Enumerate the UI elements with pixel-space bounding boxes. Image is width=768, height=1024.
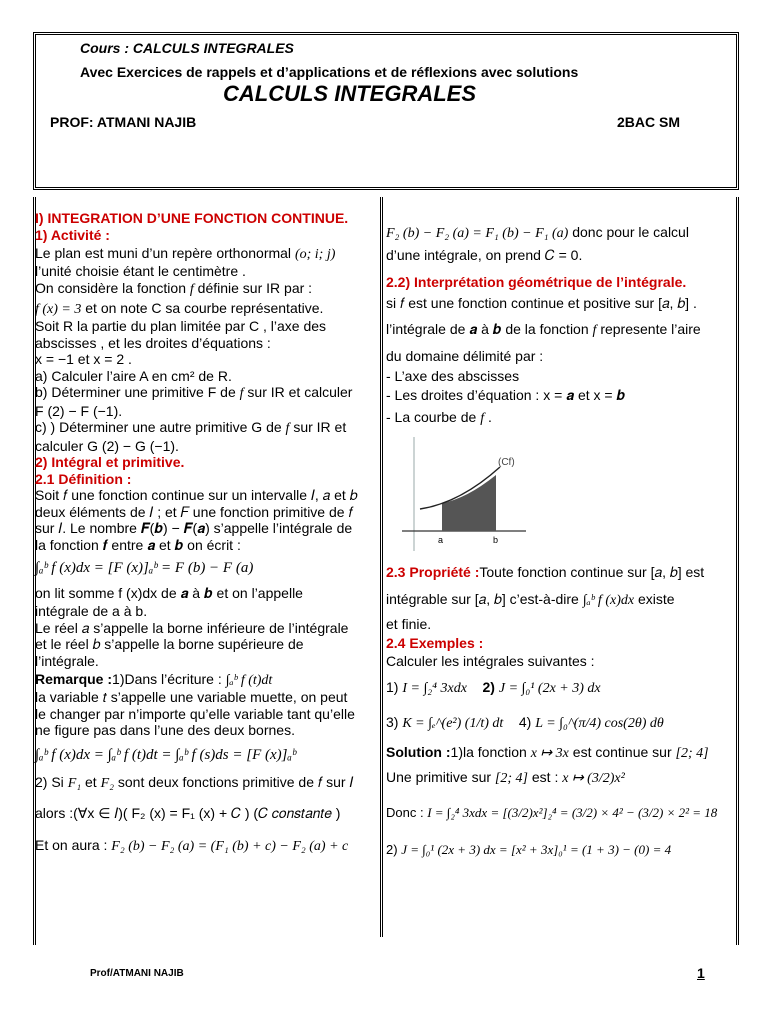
def-line-5: on lit somme f (x)dx de 𝒂 à 𝒃 et on l’appelle xyxy=(35,585,303,601)
para-1: Le plan est muni d’un repère orthonormal (o; i; j) xyxy=(35,245,336,262)
para-6: x = −1 et x = 2 . xyxy=(35,351,132,367)
question-c: c) ) Déterminer une autre primitive G de f sur IR et xyxy=(35,419,347,436)
area-graph xyxy=(400,435,528,553)
def-line-4: la fonction 𝒇 entre 𝒂 et 𝒃 on écrit : xyxy=(35,536,241,553)
geo-line-4: - L’axe des abscisses xyxy=(386,368,520,384)
question-c-2: calculer G (2) − G (−1). xyxy=(35,437,179,454)
left-column xyxy=(35,210,375,857)
section-1-title: I) INTEGRATION D’UNE FONCTION CONTINUE. xyxy=(35,210,349,226)
para-5: abscisses , et les droites d’équations : xyxy=(35,334,271,351)
question-a: a) Calculer l’aire A en cm² de R. xyxy=(35,367,232,384)
question-b-2: F (2) − F (−1). xyxy=(35,402,123,419)
def-line-6: intégrale de a à b. xyxy=(35,603,148,619)
graph-label-a: a xyxy=(438,534,444,545)
geo-line-5: - Les droites d’équation : x = 𝒂 et x = 𝒃 xyxy=(386,386,626,403)
section-2-2-title: 2.2) Interprétation géométrique de l’intégrale. xyxy=(386,274,687,290)
remark-line-3: le changer par n’importe qu’elle variable tant qu’elle xyxy=(35,705,355,722)
para-2: On considère la fonction f définie sur IR par : xyxy=(35,279,313,297)
def-line-8: et le réel 𝑏 s’appelle la borne supérieure de xyxy=(35,636,304,652)
def-line-3: sur 𝐼. Le nombre 𝑭(𝒃) − 𝑭(𝒂) s’appelle l’intégrale de xyxy=(35,520,353,536)
def-line-1: Soit 𝑓 une fonction continue sur un intervalle 𝐼, 𝑎 et 𝑏 xyxy=(35,487,358,503)
solution-line-3: Donc : I = ∫₂⁴ 3xdx = [(3/2)x²]₂⁴ = (3/2) × 4² − (3/2) × 2² = 18 xyxy=(386,805,718,820)
def-line-2: deux éléments de 𝐼 ; et 𝐹 une fonction primitive de 𝑓 xyxy=(35,503,353,520)
examples-3-4: 3) K = ∫ₑ^(e²) (1/t) dt 4) L = ∫₀^(π/4) cos(2θ) dθ xyxy=(386,714,664,731)
level: 2BAC SM xyxy=(617,114,681,130)
def-line-9: l’intégrale. xyxy=(35,652,99,669)
remark-line-2: la variable 𝑡 s’appelle une variable muette, on peut xyxy=(35,689,348,705)
right-column xyxy=(386,222,740,865)
geo-line-3: du domaine délimité par : xyxy=(386,348,544,364)
course-label: Cours : CALCULS INTEGRALES xyxy=(80,40,294,56)
remark-2-line-3: Et on aura : F₂ (b) − F₂ (a) = (F₁ (b) + c) − F₂ (a) + c xyxy=(35,836,349,854)
section-2-title: 2) Intégral et primitive. xyxy=(35,454,185,470)
constant-line-1: F₂ (b) − F₂ (a) = F₁ (b) − F₁ (a) donc pour le calcul xyxy=(386,224,689,241)
definition-title: 2.1 Définition : xyxy=(35,470,132,487)
page-number: 1 xyxy=(697,965,705,981)
graph-label-cf: (Cf) xyxy=(498,456,515,468)
remark-2-line-1: 2) Si F₁ et F₂ sont deux fonctions primitive de 𝑓 sur 𝐼 xyxy=(35,773,354,791)
examples-1-2: 1) I = ∫₂⁴ 3xdx 2) J = ∫₀¹ (2x + 3) dx xyxy=(386,679,601,696)
page-title: CALCULS INTEGRALES xyxy=(223,81,476,106)
footer-author: Prof/ATMANI NAJIB xyxy=(90,968,184,979)
examples-title: 2.4 Exemples : xyxy=(386,634,484,651)
graph-label-b: b xyxy=(493,534,499,545)
remark-line-4: ne figure pas dans l’une des deux bornes. xyxy=(35,722,295,738)
question-b: b) Déterminer une primitive F de f sur IR et calculer xyxy=(35,384,353,401)
property-line-3: et finie. xyxy=(386,615,432,632)
remark-2-line-2: alors :(∀x ∈ 𝐼)( F₂ (x) = F₁ (x) + 𝐶 ) (𝐶 𝑐𝑜𝑛𝑠𝑡𝑎𝑛𝑡𝑒 ) xyxy=(35,804,341,821)
geo-line-6: - La courbe de f . xyxy=(386,408,492,426)
property-line-1: 2.3 Propriété :Toute fonction continue sur [𝑎, 𝑏] est xyxy=(386,563,705,580)
solution-line-4: 2) J = ∫₀¹ (2x + 3) dx = [x² + 3x]₀¹ = (1 + 3) − (0) = 4 xyxy=(386,842,672,857)
geo-line-1: si 𝑓 est une fonction continue et positive sur [𝑎, 𝑏] . xyxy=(386,295,697,311)
solution-line-1: Solution :1)la fonction x ↦ 3x est continue sur [2; 4] xyxy=(386,744,709,761)
para-3: f (x) = 3 et on note C sa courbe représentative. xyxy=(35,300,324,317)
activity-title: 1) Activité : xyxy=(35,226,110,243)
para-4: Soit R la partie du plan limitée par C , l’axe des xyxy=(35,318,327,334)
column-divider xyxy=(380,197,383,937)
subtitle: Avec Exercices de rappels et d’applications et de réflexions avec solutions xyxy=(80,64,579,80)
prof-name: PROF: ATMANI NAJIB xyxy=(50,114,197,130)
def-line-7: Le réel 𝑎 s’appelle la borne inférieure de l’intégrale xyxy=(35,619,349,636)
formula-mute-variable: ∫ₐᵇ f (x)dx = ∫ₐᵇ f (t)dt = ∫ₐᵇ f (s)ds = [F (x)]ₐᵇ xyxy=(35,746,296,763)
geo-line-2: l’intégrale de 𝒂 à 𝒃 de la fonction f represente l’aire xyxy=(386,321,701,338)
remark-line-1: Remarque :1)Dans l’écriture : ∫ₐᵇ f (t)dt xyxy=(35,671,273,688)
formula-definition: ∫ₐᵇ f (x)dx = [F (x)]ₐᵇ = F (b) − F (a) xyxy=(35,560,254,576)
property-line-2: intégrable sur [𝑎, 𝑏] c’est-à-dire ∫ₐᵇ f (x)dx existe xyxy=(386,590,675,608)
para-1b: l’unité choisie étant le centimètre . xyxy=(35,263,246,279)
solution-line-2: Une primitive sur [2; 4] est : x ↦ (3/2)x² xyxy=(386,769,625,786)
constant-line-2: d’une intégrale, on prend 𝐶 = 0. xyxy=(386,247,583,263)
examples-intro: Calculer les intégrales suivantes : xyxy=(386,653,595,669)
